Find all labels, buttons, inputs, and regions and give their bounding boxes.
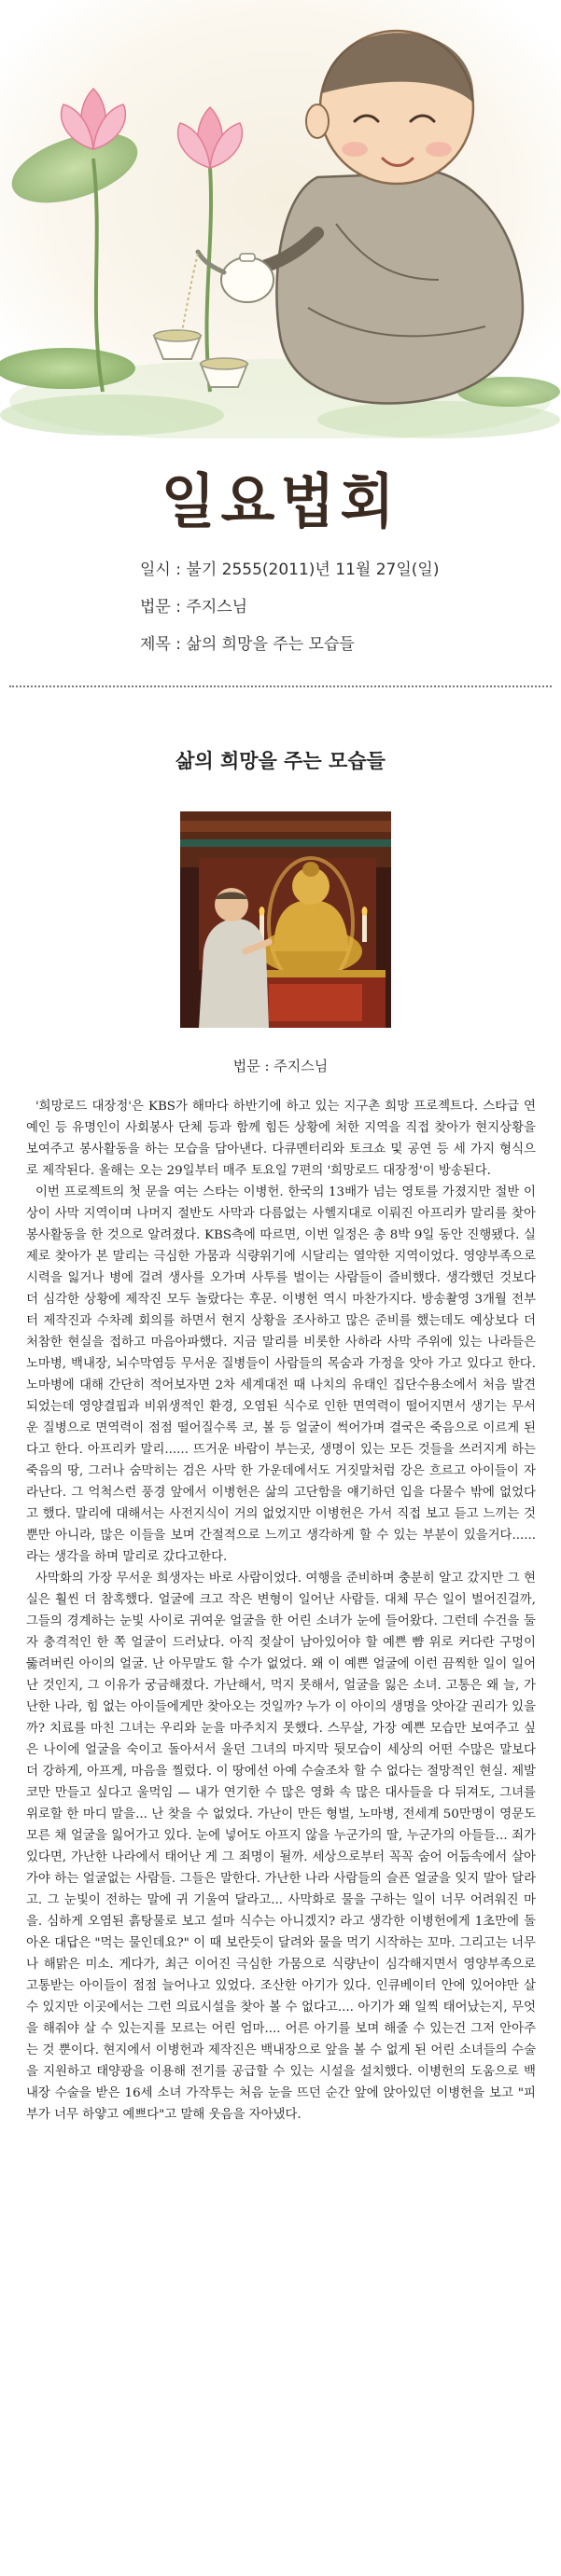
date-row (140, 560, 532, 597)
body-paragraph: 사막화의 가장 무서운 희생자는 바로 사람이었다. 여행을 준비하며 충분히 알고 갔지만 그 현실은 훨씬 더 참혹했다. 얼굴에 크고 작은 변형이 일어난 사람들. 대체 무슨 일이 벌어진걸까, 그들의 경계하는 눈빛 사이로 귀여운 얼굴을 한 어린 소녀가 눈에 들어왔다. 그런데 수건을 둘자 충격적인 한 쪽 얼굴이 드러났다. 아직 젖살이 남아있어야 할 예쁜 뺨 위로 커다란 구멍이 뚫려버린 아이의 얼굴. 난 아무말도 할 수가 없었다. 왜 이 예쁜 얼굴에 이런 끔찍한 일이 일어난 것인지, 그 이유가 궁금해졌다. 가난해서, 먹지 못해서, 얼굴을 잃은 소녀. 고통은 왜 늘, 가난한 나라, 힘 없는 아이들에게만 찾아오는 것일까? 누가 이 아이의 생명을 앗아갈 권리가 있을까? 치료를 마친 그녀는 우리와 눈을 마주치지 못했다. 스무살, 가장 예쁜 모습만 보여주고 싶은 나이에 얼굴을 숙이고 돌아서서 울던 그녀의 마지막 뒷모습이 세상의 어떤 수많은 말보다 더 강하게, 아프게, 마음을 찔렀다. 이 땅에선 아예 수술조차 할 수 없다는 절망적인 현실. 제발 코만 만들고 싶다고 울먹임 — 내가 연기한 수 많은 영화 속 많은 대사들을 다 뒤져도, 그녀를 위로할 한 마디 말을... 난 찾을 수 없었다. 가난이 만든 형벌, 노마병, 전세계 50만명이 영문도 모른 채 얼굴을 잃어가고 있다. 눈에 넣어도 아프지 않을 누군가의 딸, 누군가의 아들들... 죄가 있다면, 가난한 나라에서 태어난 게 그 죄명이 될까. 세상으로부터 꼭꼭 숨어 어둠속에서 살아가야 하는 얼굴없는 사람들. 그들은 말한다. 가난한 나라 사람들의 슬픈 얼굴을 잊지 말아 달라고. 그 눈빛이 전하는 말에 귀 기울여 달라고... 사막화로 물을 구하는 일이 너무 어려워진 마을. 심하게 오염된 흙탕물로 보고 설마 식수는 아니겠지? 라고 생각한 이병헌에게 1초만에 돌아온 대답은 "먹는 물인데요?" 이 때 보란듯이 달려와 물을 먹기 시작하는 꼬마. 그리고는 너무나 해맑은 미소. 게다가, 최근 이어진 극심한 가뭄으로 식량난이 심각해지면서 영양부족으로 고통받는 아이들이 점점 늘어나고 있었다. 조산한 아기가 있다. 인큐베이터 안에 있어야만 살 수 있지만 이곳에서는 그런 의료시설을 찾아 볼 수 없다고.... 아기가 왜 일찍 태어났는지, 무엇을 해줘야 살 수 있는지를 모르는 어린 엄마.... 어른 아기를 보며 해줄 수 있는건 그저 안아주는 것 뿐이다. 현지에서 이병헌과 제작진은 백내장으로 앞을 볼 수 없게 된 어린 소녀들의 수술을 지원하고 태양광을 이용해 전기를 공급할 수 있는 시설을 설치했다. 이병헌의 도움으로 백내장 수술을 받은 16세 소녀 가작투는 처음 눈을 뜨던 순간 앞에 앉아있던 이병헌을 보고 "피부가 너무 하얗고 예쁘다"고 말해 웃음을 자아냈다. (26, 1572, 536, 2122)
sermon-photo (180, 811, 391, 1028)
subject-value: 삶의 희망을 주는 모습들 (186, 635, 355, 654)
sermon-title: 삶의 희망을 주는 모습들 (175, 749, 386, 772)
monk-tea-illustration (0, 0, 561, 438)
date-label: 일시 : (140, 561, 187, 579)
sermon-body (26, 1096, 536, 2126)
hero-illustration (0, 0, 561, 438)
monk-at-altar-photo (180, 811, 391, 1028)
photo-caption: 법문 : 주지스님 (232, 1058, 329, 1074)
body-paragraph: 이번 프로젝트의 첫 문을 여는 스타는 이병헌. 한국의 13배가 넘는 영토를 가졌지만 절반 이상이 사막 지역이며 나머지 절반도 사막과 다름없는 사헬지대로 이뤄진 아프리카 말리를 찾아 봉사활동을 한 것으로 알려졌다. KBS측에 따르면, 이번 일정은 총 8박 9일 동안 진행됐다. 실제로 찾아가 본 말리는 극심한 가뭄과 식량위기에 시달리는 열악한 지역이었다. 영양부족으로 시력을 잃거나 병에 걸려 생사를 오가며 사투를 벌이는 사람들이 즐비했다. 생각했던 것보다 더 심각한 상황에 제작진 모두 놀랐다는 후문. 이병헌 역시 마찬가지다. 방송촬영 3개월 전부터 제작진과 수차례 회의를 하면서 현지 상황을 조사하고 많은 준비를 했는데도 예상보다 더 처참한 현실을 접하고 마음아파했다. 지금 말리를 비롯한 사하라 사막 주위에 있는 나라들은 노마병, 백내장, 뇌수막염등 무서운 질병들이 사람들의 목숨과 가정을 앗아 가고 있다고 한다. 노마병에 대해 간단히 적어보자면 2차 세계대전 때 나치의 유태인 집단수용소에서 처음 발견되었는데 영양결핍과 비위생적인 환경, 오염된 식수로 인한 면역력이 떨어지면서 생기는 무서운 질병으로 면역력이 점점 떨어질수록 코, 볼 등 얼굴이 썩어가며 결국은 죽음으로 이르게 된다고 한다. 아프리카 말리...... 뜨거운 바람이 부는곳, 생명이 있는 모든 것들을 쓰러지게 하는 죽음의 땅, 그러나 숨막히는 검은 사막 한 가운데에서도 거짓말처럼 강은 흐르고 아이들이 자라난다. 그 억척스런 풍경 앞에서 이병헌은 삶의 고단함을 얘기하던 입을 다물수 밖에 없었다고 했다. 말리에 대해서는 사전지식이 거의 없었지만 이병헌은 가서 직접 보고 듣고 느끼는 것 뿐만 아니라, 많은 이들을 보며 간절적으로 느끼고 생각하게 할 수 있는 부분이 있을거다......라는 생각을 하며 말리로 갔다고한다. (26, 1185, 536, 1564)
dotted-divider (9, 686, 552, 687)
subject-label: 제목 : (140, 635, 187, 654)
tea-cup-icon (201, 358, 247, 387)
date-value: 불기 2555(2011)년 11월 27일(일) (186, 561, 440, 579)
title-wrap (0, 457, 561, 537)
service-info (140, 560, 532, 672)
speaker-label: 법문 : (140, 598, 187, 616)
body-paragraph: '희망로드 대장정'은 KBS가 해마다 하반기에 하고 있는 지구촌 희망 프로젝트다. 스타급 연예인 등 유명인이 사회봉사 단체 등과 함께 힘든 상황에 처한 지역을 직접 찾아가 현지상황을 보여주고 봉사활동을 하는 모습을 담아낸다. 다큐멘터리와 토크쇼 및 공연 등 세 가지 형식으로 제작된다. 올해는 오는 29일부터 매주 토요일 7편의 '희망로드 대장정'이 방송된다. (26, 1100, 536, 1178)
subject-row (140, 634, 532, 672)
tea-cup-icon (154, 330, 201, 359)
speaker-row (140, 597, 532, 634)
speaker-value: 주지스님 (186, 598, 248, 616)
page-title: 일요법회 (161, 467, 400, 536)
